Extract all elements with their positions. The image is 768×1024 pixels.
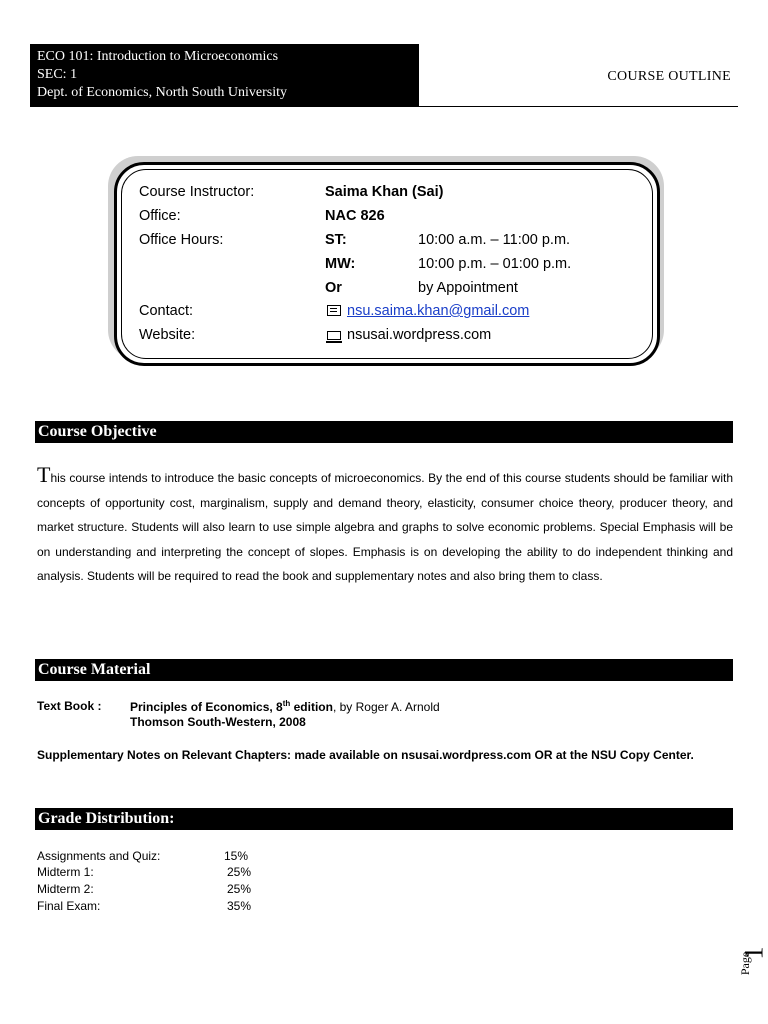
grade-value: 25% (227, 865, 252, 879)
course-header-box (30, 44, 419, 106)
course-section: SEC: 1 (37, 67, 78, 82)
instructor-name: Saima Khan (Sai) (325, 184, 444, 200)
page-word: Page (738, 951, 753, 976)
header-divider (30, 106, 738, 107)
textbook-label: Text Book : (37, 699, 102, 713)
section-heading-material: Course Material (35, 659, 733, 681)
document-type-label: COURSE OUTLINE (607, 69, 731, 84)
section-heading-objective: Course Objective (35, 421, 733, 443)
instructor-label: Course Instructor: (139, 184, 255, 200)
page-digit: 1 (739, 946, 768, 960)
grade-value: 35% (227, 899, 252, 913)
grade-label: Assignments and Quiz: (37, 849, 161, 863)
contact-label: Contact: (139, 303, 193, 319)
office-label: Office: (139, 208, 181, 224)
office-value: NAC 826 (325, 208, 385, 224)
hours-time: 10:00 a.m. – 11:00 p.m. (418, 232, 571, 248)
website-label: Website: (139, 327, 196, 343)
page-number (738, 940, 768, 990)
hours-time: by Appointment (418, 280, 518, 296)
section-heading-grades: Grade Distribution: (35, 808, 733, 830)
grade-label: Final Exam: (37, 899, 101, 913)
textbook-edition: edition (290, 700, 333, 714)
dropcap: T (37, 462, 51, 487)
website-row (327, 327, 491, 343)
hours-days: ST: (325, 232, 347, 248)
supplementary-value: made available on nsusai.wordpress.com OR at the NSU Copy Center. (291, 748, 694, 762)
envelope-icon (327, 305, 341, 316)
supplementary-label: Supplementary Notes on Relevant Chapters: (37, 748, 292, 762)
objective-text: his course intends to introduce the basic concepts of microeconomics. By the end of this course students should be familiar with concepts of opportunity cost, marginalism, supply and demand theory, elasticity, consumer choice theory, producer theory, and market structure. Students will also learn to use simple algebra and graphs to solve economic problems. Special Emphasis will be on understanding and interpreting the concept of slopes. Emphasis is on developing the ability to do independent thinking and analysis. Students will be required to read the book and supplementary notes and also bring them to class. (37, 471, 733, 584)
textbook-info (130, 699, 440, 714)
contact-row (327, 303, 529, 319)
textbook-title: Principles of Economics, 8 (130, 700, 283, 714)
contact-email-link[interactable]: nsu.saima.khan@gmail.com (347, 303, 530, 319)
office-hours-label: Office Hours: (139, 232, 224, 248)
textbook-edition-sup: th (282, 699, 291, 708)
grade-value: 15% (224, 849, 249, 863)
department: Dept. of Economics, North South University (37, 85, 288, 100)
grade-value: 25% (227, 882, 252, 896)
hours-time: 10:00 p.m. – 01:00 p.m. (418, 256, 572, 272)
course-title: ECO 101: Introduction to Microeconomics (37, 49, 279, 64)
objective-paragraph (37, 464, 733, 589)
hours-days: MW: (325, 256, 356, 272)
computer-icon (327, 331, 341, 340)
supplementary-row (37, 748, 694, 762)
grade-label: Midterm 1: (37, 865, 94, 879)
textbook-author: , by Roger A. Arnold (332, 700, 440, 714)
textbook-publisher: Thomson South-Western, 2008 (130, 715, 306, 729)
hours-days: Or (325, 280, 342, 296)
website-value: nsusai.wordpress.com (347, 327, 492, 343)
grade-label: Midterm 2: (37, 882, 94, 896)
